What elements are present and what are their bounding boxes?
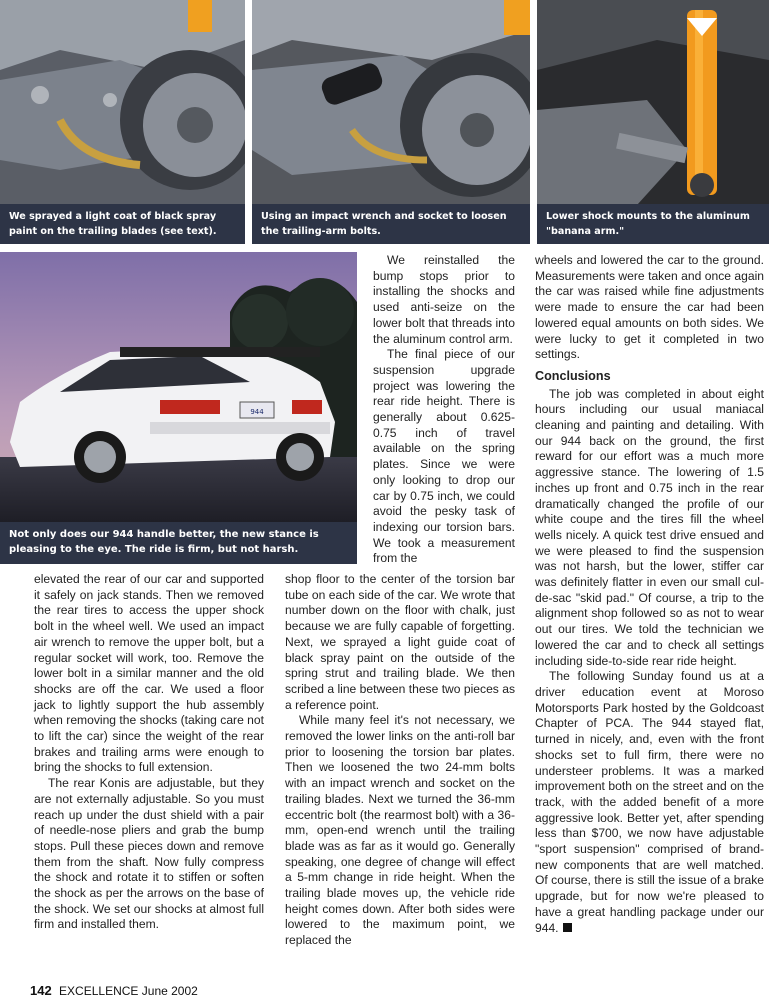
photo-lower-shock-mounts [537,0,769,205]
article-column-middle-top [373,253,515,567]
photo4-caption [0,522,357,564]
photo2-caption [252,204,530,244]
article-column-left [34,572,264,933]
paragraph-text: The following Sunday found us at a driver education event at Moroso Motorsports Park hosted by the Goldcoast Chapter of PCA. The 944 stayed flat, turned in nicely, and, even with the front shocks set to full firm, there were no understeer problems. It was a marked improvement both on the street and on the track, with the added benefit of a more aggressive look. Better yet, after spending less than $700, we now have adjustable "sport suspension" comprised of brand-new components that are well matched. Of course, there is still the issue of a brake upgrade, but for now we're pleased to have a great handling package under our 944. [535,669,764,935]
page-number: 142 [30,983,52,998]
paragraph: wheels and lowered the car to the ground. Measurements were taken and once again the car was raised while fine adjustments were made to ensure the car had been lowered equal amounts on both sides. We were lucky to get it completed in two settings. [535,253,764,362]
photo2-caption-text: Using an impact wrench and socket to loosen the trailing-arm bolts. [261,211,507,237]
photo3-caption [537,204,769,244]
article-column-right [535,253,764,936]
photo-white-944 [0,252,357,522]
photo4-caption-text: Not only does our 944 handle better, the new stance is pleasing to the eye. The ride is firm, but not harsh. [9,529,319,555]
photo1-caption [0,204,245,244]
paragraph: The final piece of our suspension upgrade project was lowering the rear ride height. There is generally about 0.625-0.75 inch of travel available on the spring plates. Since we were only looking to drop our car by 0.75 inch, we could avoid the pesky task of indexing our torsion bars. We took a measurement from the [373,347,515,566]
license-plate-text: 944 [250,408,264,416]
paragraph: The job was completed in about eight hours including our usual maniacal cleaning and painting and detailing. With our 944 back on the ground, the first reward for our effort was a much more aggressive stance. The lowering of 1.5 inches up front and 0.75 inch in the rear dramatically changed the profile of our white coupe and the tires fill the wheel wells nicely. A quick test drive ensued and we were pleased to find the suspension was not harsh, but the lower, stiffer car was definitely flatter in even our small cul-de-sac "skid pad." Of course, a trip to the alignment shop followed so as not to wear out our tires. We told the technician we lowered the car and to check all settings including side-to-side rear ride height. [535,386,764,668]
paragraph [535,669,764,936]
page-footer [30,983,198,998]
photo1-caption-text: We sprayed a light coat of black spray paint on the trailing blades (see text). [9,211,217,237]
paragraph: elevated the rear of our car and supported it safely on jack stands. Then we removed the rear tires to access the upper shock bolt in the wheel well. We used an impact air wrench to remove the upper bolt, but a regular socket will work, too. Remove the lower bolt in a similar manner and the old shocks are off the car. We used a floor jack to lightly support the hub assembly when removing the shocks (taking care not to lift the car) since the weight of the rear brakes and trailing arms were enough to bring the shocks to full extension. [34,572,264,775]
paragraph: shop floor to the center of the torsion bar tube on each side of the car. We wrote that number down on the floor with chalk, just because we are fully capable of forgetting. Next, we sprayed a light guide coat of black spray paint on the outside of the spring strut and trailing blade. We then scribed a line between these two pieces as a reference point. [285,572,515,712]
article-column-middle-bottom [285,572,515,949]
paragraph: While many feel it's not necessary, we removed the lower links on the anti-roll bar prior to loosening the torsion bar plates. Then we loosened the two 24-mm bolts with an impact wrench and socket on the trailing blades. Next we turned the 36-mm eccentric bolt (the rearmost bolt) with a 36-mm, open-end wrench until the trailing blade was as far as it would go. Generally speaking, one degree of change will effect a 5-mm change in ride height. When the trailing blade moves up, the vehicle ride height comes down. After both sides were lowered to the maximum point, we replaced the [285,713,515,948]
end-of-article-mark [563,923,572,932]
section-heading-conclusions: Conclusions [535,368,611,383]
photo3-caption-text: Lower shock mounts to the aluminum "banana arm." [546,211,750,237]
paragraph: The rear Konis are adjustable, but they are not externally adjustable. So you must reach up under the dust shield with a pair of needle-nose pliers and grab the bump stops. Pull these pieces down and remove them from the shaft. Now fully compress the shock and rotate it to stiffen or soften the shock as per the arrows on the base of the shock. We set our shocks at almost full firm and installed them. [34,776,264,932]
magazine-name: EXCELLENCE [59,984,139,998]
photo-impact-wrench [252,0,530,205]
photo-trailing-blade [0,0,245,205]
issue-date: June 2002 [141,984,198,998]
paragraph: We reinstalled the bump stops prior to installing the shocks and used anti-seize on the lower bolt that threads into the aluminum control arm. [373,253,515,346]
